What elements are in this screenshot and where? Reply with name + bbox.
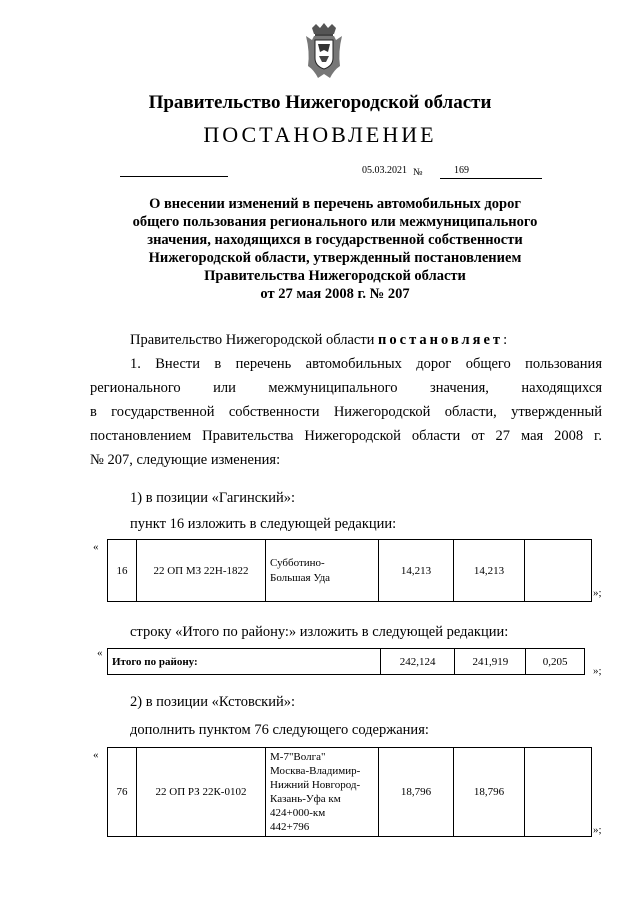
district-total-table: [107, 648, 585, 675]
item-2-instruction: дополнить пунктом 76 следующего содержания:: [130, 722, 429, 738]
intro-suffix: :: [503, 332, 508, 348]
paragraph-line: постановлением Правительства Нижегородской области от 27 мая 2008 г.: [90, 428, 602, 444]
road-name-line: Большая Уда: [270, 571, 331, 584]
document-number: 169: [440, 165, 542, 179]
intro-verb: постановляет: [378, 332, 504, 348]
paragraph-line: № 207, следующие изменения:: [90, 452, 281, 468]
signature-date-line: [120, 176, 228, 177]
title-line: от 27 мая 2008 г. № 207: [260, 286, 410, 302]
item-2-heading: 2) в позиции «Кстовский»:: [130, 694, 296, 710]
cell-length-total: 14,213: [379, 540, 454, 602]
cell-total-v3: 0,205: [526, 649, 585, 675]
paragraph-line: 1. Внести в перечень автомобильных дорог общего пользования: [130, 356, 602, 372]
title-line: Правительства Нижегородской области: [204, 268, 466, 284]
close-quote: »;: [593, 665, 602, 677]
cell-extra: [525, 748, 592, 837]
road-name-line: 442+796: [270, 821, 310, 833]
road-table-16: [107, 539, 592, 602]
close-quote: »;: [593, 824, 602, 836]
number-sign: №: [413, 167, 423, 178]
cell-total-v2: 241,919: [455, 649, 526, 675]
close-quote: »;: [593, 587, 602, 599]
title-line: Нижегородской области, утвержденный постановлением: [148, 250, 522, 266]
item-1-total-instruction: строку «Итого по району:» изложить в следующей редакции:: [130, 624, 509, 640]
paragraph-line: в государственной собственности Нижегородской области, утвержденный: [90, 404, 602, 420]
open-quote: «: [93, 749, 99, 761]
road-name-line: 424+000-км: [270, 807, 326, 819]
cell-road-code: 22 ОП РЗ 22К-0102: [137, 748, 266, 837]
road-name-line: Нижний Новгород-: [270, 779, 361, 791]
cell-length-hard: 14,213: [454, 540, 525, 602]
open-quote: «: [93, 541, 99, 553]
intro-sentence: [130, 328, 507, 352]
item-1-heading: 1) в позиции «Гагинский»:: [130, 490, 296, 506]
intro-prefix: Правительство Нижегородской области: [130, 332, 379, 348]
cell-extra: [525, 540, 592, 602]
cell-road-name: [266, 748, 379, 837]
road-name-line: Казань-Уфа км: [270, 793, 341, 805]
cell-road-name: [266, 540, 379, 602]
road-table-76: [107, 747, 592, 837]
paragraph-1: [90, 352, 602, 472]
cell-total-label: Итого по району:: [108, 649, 381, 675]
cell-road-code: 22 ОП МЗ 22Н-1822: [137, 540, 266, 602]
road-name-line: Субботино-: [270, 556, 325, 569]
table-row: [108, 540, 592, 602]
title-line: О внесении изменений в перечень автомобильных дорог: [149, 196, 521, 212]
document-type: ПОСТАНОВЛЕНИЕ: [203, 122, 437, 147]
document-title: [60, 195, 610, 303]
road-name-line: Москва-Владимир-: [270, 765, 361, 777]
cell-number: 76: [108, 748, 137, 837]
title-line: значения, находящихся в государственной собственности: [147, 232, 523, 248]
government-name: Правительство Нижегородской области: [148, 92, 492, 113]
table-row: [108, 649, 585, 675]
coat-of-arms-icon: [304, 22, 344, 80]
cell-total-v1: 242,124: [380, 649, 455, 675]
open-quote: «: [97, 647, 103, 659]
cell-length-hard: 18,796: [454, 748, 525, 837]
table-row: [108, 748, 592, 837]
cell-number: 16: [108, 540, 137, 602]
document-date: 05.03.2021: [362, 165, 407, 176]
title-line: общего пользования регионального или межмуниципального: [132, 214, 538, 230]
item-1-instruction: пункт 16 изложить в следующей редакции:: [130, 516, 397, 532]
road-name-line: М-7"Волга": [270, 751, 326, 763]
paragraph-line: регионального или межмуниципального значения, находящихся: [90, 380, 602, 396]
cell-length-total: 18,796: [379, 748, 454, 837]
